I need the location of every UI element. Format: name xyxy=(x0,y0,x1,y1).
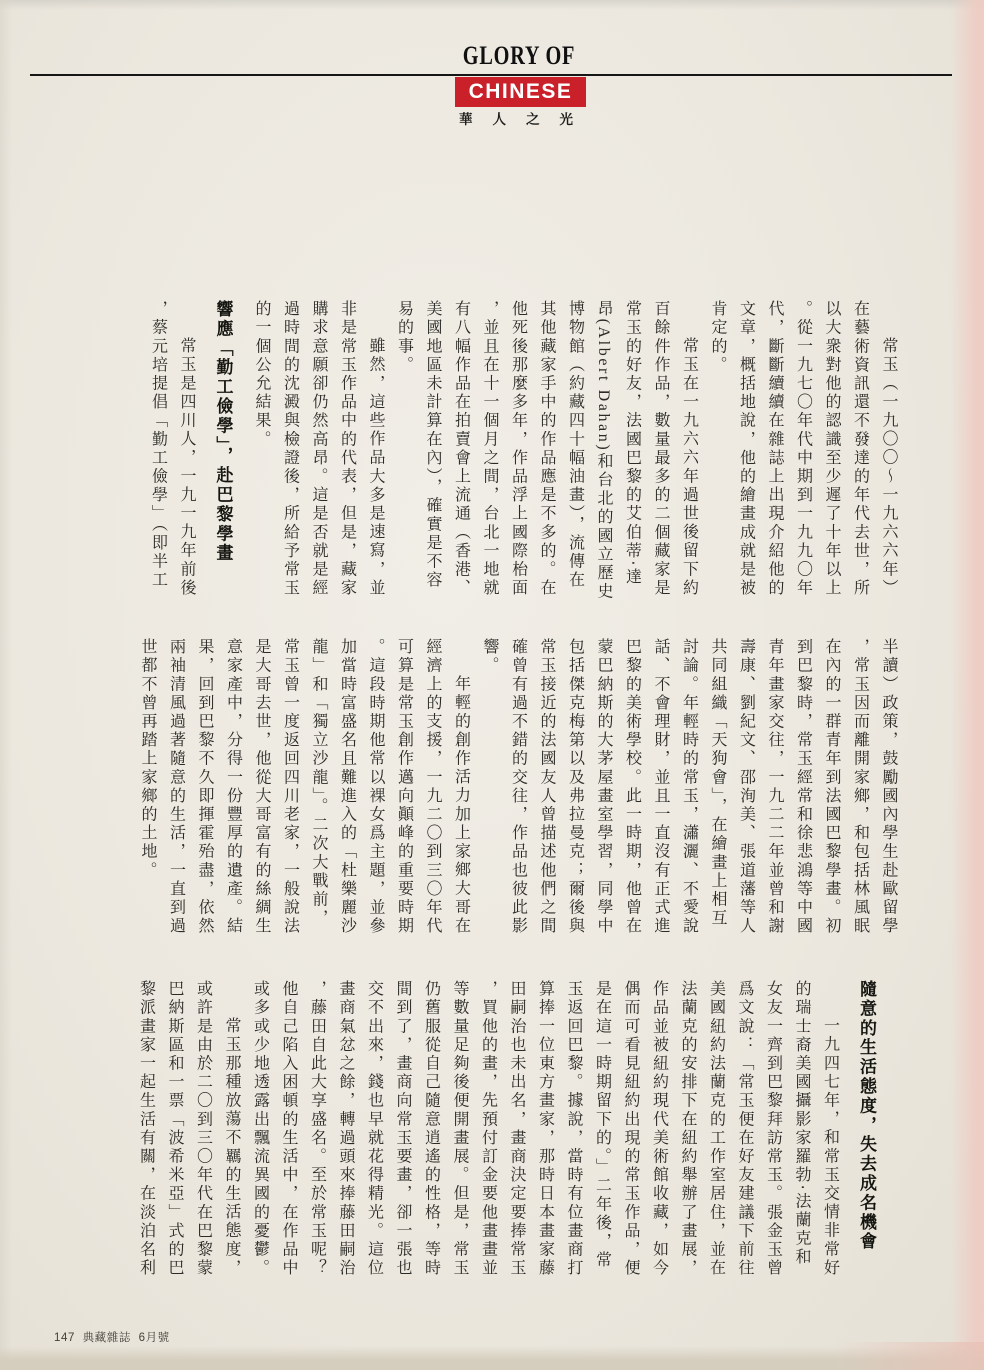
text-column: 田嗣治也未出名，畫商決定要捧常玉 xyxy=(508,980,525,1278)
text-column: 兩袖清風過著隨意的生活，一直到過 xyxy=(167,638,185,936)
text-column: 有八幅作品在拍賣會上流通（香港、 xyxy=(452,300,470,598)
text-column: 易的事。 xyxy=(395,300,413,375)
text-column: ，蔡元培提倡「勤工儉學」（即半工 xyxy=(149,300,167,590)
text-column: 隨意的生活態度，失去成名機會 xyxy=(857,980,876,1252)
text-column: 常玉接近的法國友人曾描述他們之間 xyxy=(538,638,555,936)
text-column: 女友一齊到巴黎拜訪常玉。張金玉曾 xyxy=(764,980,782,1278)
text-column: 美國紐約法蘭克的工作室居住，並在 xyxy=(707,980,725,1278)
text-column: 意家產中，分得一份豐厚的遺產。結 xyxy=(224,638,242,936)
text-column: 果，回到巴黎不久即揮霍殆盡，依然 xyxy=(196,638,213,936)
text-column: 偶而可看見紐約出現的常玉作品，便 xyxy=(622,980,639,1278)
text-column: 他死後那麼多年，作品浮上國際枱面 xyxy=(509,300,527,598)
scan-edge-corner xyxy=(834,1342,984,1370)
text-column: 包括傑克梅第以及弗拉曼克；爾後與 xyxy=(566,638,584,936)
text-column: 常玉（一九〇〇～一九六六年） xyxy=(880,337,897,598)
header-rule xyxy=(30,74,952,76)
text-column: 或許是由於二〇到三〇年代在巴黎蒙 xyxy=(194,980,212,1278)
text-column: 常玉那種放蕩不羈的生活態度， xyxy=(223,1017,240,1278)
text-column: 畫商氣忿之餘，轉過頭來捧藤田嗣治 xyxy=(337,980,354,1278)
scan-edge-top xyxy=(0,0,984,10)
text-column: 肯定的。 xyxy=(709,300,726,375)
article-section-top xyxy=(141,300,900,602)
text-column: 法蘭克的安排下在紐約舉辦了畫展， xyxy=(679,980,696,1278)
text-column: 文章，概括地說，他的繪畫成就是被 xyxy=(737,300,755,598)
text-column: 響應「勤工儉學」，赴巴黎學畫 xyxy=(213,300,233,564)
text-column: 是在這一時期留下的。」二年後，常 xyxy=(593,980,611,1270)
text-column: 作品並被紐約現代美術館收藏，如今 xyxy=(650,980,668,1278)
text-column: 半讀）政策，鼓勵國內學生赴歐留學 xyxy=(880,638,897,936)
text-column: ，藤田自此大享盛名。至於常玉呢？ xyxy=(308,980,326,1278)
text-column: 爲文說：「常玉便在好友建議下前往 xyxy=(736,980,753,1278)
text-column: 可算是常玉創作邁向顚峰的重要時期 xyxy=(395,638,413,936)
scan-edge-right xyxy=(950,0,984,1370)
text-column: 共同組織「天狗會」，在繪畫上相互 xyxy=(709,638,726,928)
text-column: 玉返回巴黎。據說，當時有位畫商打 xyxy=(565,980,582,1278)
text-column: 龍」和「獨立沙龍」。二次大戰前， xyxy=(310,638,327,928)
text-column: 他自己陷入困頓的生活中，在作品中 xyxy=(280,980,297,1278)
text-column: 巴黎的美術學校。此一時期，他曾在 xyxy=(623,638,641,936)
text-column: 或多或少地透露出飄流異國的憂鬱。 xyxy=(251,980,269,1278)
text-column: 青年畫家交往，一九二二年並曾和謝 xyxy=(766,638,783,936)
text-column: 在內的一群青年到法國巴黎學畫。初 xyxy=(823,638,840,936)
text-column: 常玉是四川人，一九一九年前後 xyxy=(178,337,195,598)
text-column: 響。 xyxy=(481,638,498,676)
text-column: 過時間的沈澱與檢證後，所給予常玉 xyxy=(281,300,299,598)
text-column: 非是常玉作品中的代表，但是，藏家 xyxy=(338,300,356,598)
text-column: 等數量足夠後便開畫展。但是，常玉 xyxy=(451,980,468,1278)
text-column: 常玉的好友，法國巴黎的艾伯蒂‧達 xyxy=(623,300,641,587)
text-column: 的一個公允結果。 xyxy=(253,300,270,449)
text-column: 話、不會理財，並且一直沒有正式進 xyxy=(652,638,669,936)
text-column: 。這段時期他常以裸女爲主題，並參 xyxy=(367,638,384,936)
text-column: 一九四七年，和常玉交情非常好 xyxy=(821,1017,839,1278)
text-column: 算捧一位東方畫家，那時日本畫家藤 xyxy=(536,980,554,1278)
text-column: 美國地區未計算在內），確實是不容 xyxy=(424,300,441,590)
header-glory-title: GLORY OF xyxy=(462,41,576,70)
text-column: 是大哥去世，他從大哥富有的絲綢生 xyxy=(253,638,270,936)
page-footer-folio: 147 典藏雜誌 6月號 xyxy=(54,1332,170,1344)
text-column: 世都不曾再踏上家鄉的土地。 xyxy=(139,638,156,880)
text-column: 間到了，畫商向常玉要畫，卻一張也 xyxy=(394,980,411,1278)
chinese-banner xyxy=(455,77,586,107)
text-column: 代，斷斷續續在雜誌上出現介紹他的 xyxy=(766,300,783,598)
text-column: 確曾有過不錯的交往，作品也彼此影 xyxy=(509,638,527,936)
text-column: 雖然，這些作品大多是速寫，並 xyxy=(367,337,384,598)
text-column: 交不出來，錢也早就花得精光。這位 xyxy=(365,980,383,1278)
text-column: 常玉在一九六六年過世後留下約 xyxy=(680,337,698,598)
scan-edge-left xyxy=(0,0,12,1370)
text-column: 博物館（約藏四十幅油畫），流傳在 xyxy=(566,300,584,590)
text-column: 的瑞士裔美國攝影家羅勃‧法蘭克和 xyxy=(793,980,810,1267)
text-column: 百餘件作品，數量最多的二個藏家是 xyxy=(652,300,669,598)
text-column: 年輕的創作活力加上家鄉大哥在 xyxy=(452,675,470,936)
text-column: 在藝術資訊還不發達的年代去世，所 xyxy=(851,300,869,598)
text-column: 仍舊服從自己隨意逍遙的性格，等時 xyxy=(422,980,440,1278)
header-subtitle: 華人之光 xyxy=(459,112,593,127)
text-column: 討論。年輕時的常玉，瀟灑、不愛說 xyxy=(680,638,698,936)
text-column: 加當時富盛名且難進入的「杜樂麗沙 xyxy=(338,638,356,936)
text-column: 經濟上的支援，一九二〇到三〇年代 xyxy=(424,638,441,936)
text-column: 昂(Albert Dahan)和台北的國立歷史 xyxy=(595,300,612,602)
article-section-middle xyxy=(131,638,901,940)
text-column: 黎派畫家一起生活有關，在淡泊名利 xyxy=(137,980,155,1278)
text-column: 。從一九七〇年代中期到一九九〇年 xyxy=(794,300,812,598)
text-column: ，買他的畫，先預付訂金要他畫畫並 xyxy=(479,980,497,1278)
text-column: 購求意願卻仍然高昂。這是否就是經 xyxy=(310,300,327,598)
text-column: 到巴黎時，常玉經常和徐悲鴻等中國 xyxy=(794,638,812,936)
banner-label: CHINESE xyxy=(468,80,573,103)
text-column: 壽康、劉紀文、邵洵美、張道藩等人 xyxy=(737,638,755,936)
text-column: 其他藏家手中的作品應是不多的。在 xyxy=(538,300,555,598)
text-column: 以大衆對他的認識至少遲了十年以上 xyxy=(823,300,840,598)
text-column: 巴納斯區和一票「波希米亞」式的巴 xyxy=(166,980,183,1278)
article-section-bottom xyxy=(129,980,888,1282)
text-column: 常玉曾一度返回四川老家，一般說法 xyxy=(281,638,299,936)
text-column: ，常玉因而離開家鄉，和包括林風眠 xyxy=(851,638,869,936)
text-column: 蒙巴納斯的大茅屋畫室學習，同學中 xyxy=(595,638,612,936)
text-column: ，並且在十一個月之間，台北一地就 xyxy=(481,300,498,598)
